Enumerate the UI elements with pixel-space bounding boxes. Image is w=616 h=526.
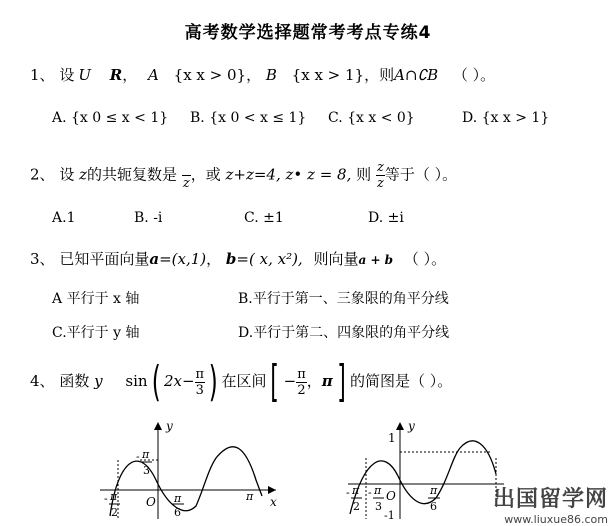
tick-label: π xyxy=(430,484,438,497)
watermark-url: www.liuxue86.com xyxy=(504,513,608,526)
watermark xyxy=(493,482,608,526)
q1-option-b: B. {x 0 < x ≤ 1} xyxy=(190,110,307,126)
graph-option-a xyxy=(96,418,286,519)
x-axis-arrow xyxy=(268,486,276,494)
tick-label: π xyxy=(246,490,254,503)
tick-label: π xyxy=(142,448,150,461)
svg-text:-: - xyxy=(346,486,350,499)
page-title: 高考数学选择题常考考点专练4 xyxy=(184,23,432,43)
svg-text:-: - xyxy=(104,492,108,505)
y-label: y xyxy=(166,419,173,433)
question-number: 2、 xyxy=(30,165,55,184)
question-number: 3、 xyxy=(30,250,55,268)
origin-label: O xyxy=(146,495,156,509)
question-1: 1、 设 U R， A {x x > 0}， B {x x > 1}，则A∩∁B （ ）。 xyxy=(30,66,496,84)
y-axis-arrow xyxy=(154,422,162,430)
q1-option-c: C. {x x < 0} xyxy=(328,110,415,126)
tick-label: π xyxy=(352,484,360,497)
q2-option-c: C. ±1 xyxy=(244,210,284,226)
tick-label: -1 xyxy=(384,509,395,519)
origin-label: O xyxy=(386,489,396,503)
q2-option-a: A.1 xyxy=(52,210,76,226)
svg-text:2: 2 xyxy=(353,500,360,513)
q3-option-d: D.平行于第二、四象限的角平分线 xyxy=(238,325,450,341)
question-2: 2、 设 z的共轭复数是 z ，或 z+z=4, z• z = 8, 则 $\frac{z}{z}$ 等于（ ）。 xyxy=(30,160,458,191)
svg-text:-: - xyxy=(368,486,372,499)
x-label: x xyxy=(270,495,277,509)
tick-label: π xyxy=(110,490,118,503)
q1-option-d: D. {x x > 1} xyxy=(462,110,550,126)
sine-curve xyxy=(110,447,262,516)
q3-option-a: A 平行于 x 轴 xyxy=(52,291,140,307)
tick-label: 1 xyxy=(388,431,396,445)
watermark-title: 出国留学网 xyxy=(492,487,608,512)
q3-option-c: C.平行于 y 轴 xyxy=(52,325,140,341)
question-number: 4、 xyxy=(30,372,55,390)
question-number: 1、 xyxy=(30,66,55,84)
tick-label: π xyxy=(174,492,182,505)
svg-text:3: 3 xyxy=(143,464,150,477)
svg-text:2: 2 xyxy=(111,506,118,519)
q1-option-a: A. {x 0 ≤ x < 1} xyxy=(52,110,169,126)
svg-text:3: 3 xyxy=(375,500,382,513)
graph-option-b xyxy=(344,418,514,519)
q2-option-d: D. ±i xyxy=(368,210,404,226)
svg-text:6: 6 xyxy=(430,500,437,513)
svg-text:6: 6 xyxy=(174,506,181,519)
question-3: 3、 已知平面向量a=(x,1)， b=( x, x²), 则向量a + b （ ）。 xyxy=(30,250,447,268)
y-axis-arrow xyxy=(396,422,404,430)
y-label: y xyxy=(408,419,415,433)
q2-option-b: B. -i xyxy=(134,210,163,226)
tick-label: π xyxy=(374,484,382,497)
question-4: 4、 函数 y sin( 2x− $\frac{\pi}{3}$ ) 在区间[ − $\frac{\pi}{2}$ ，π] 的简图是（ ）。 xyxy=(30,356,453,407)
sine-curve xyxy=(350,441,496,514)
svg-text:-: - xyxy=(136,450,140,463)
q3-option-b: B.平行于第一、三象限的角平分线 xyxy=(238,291,449,307)
